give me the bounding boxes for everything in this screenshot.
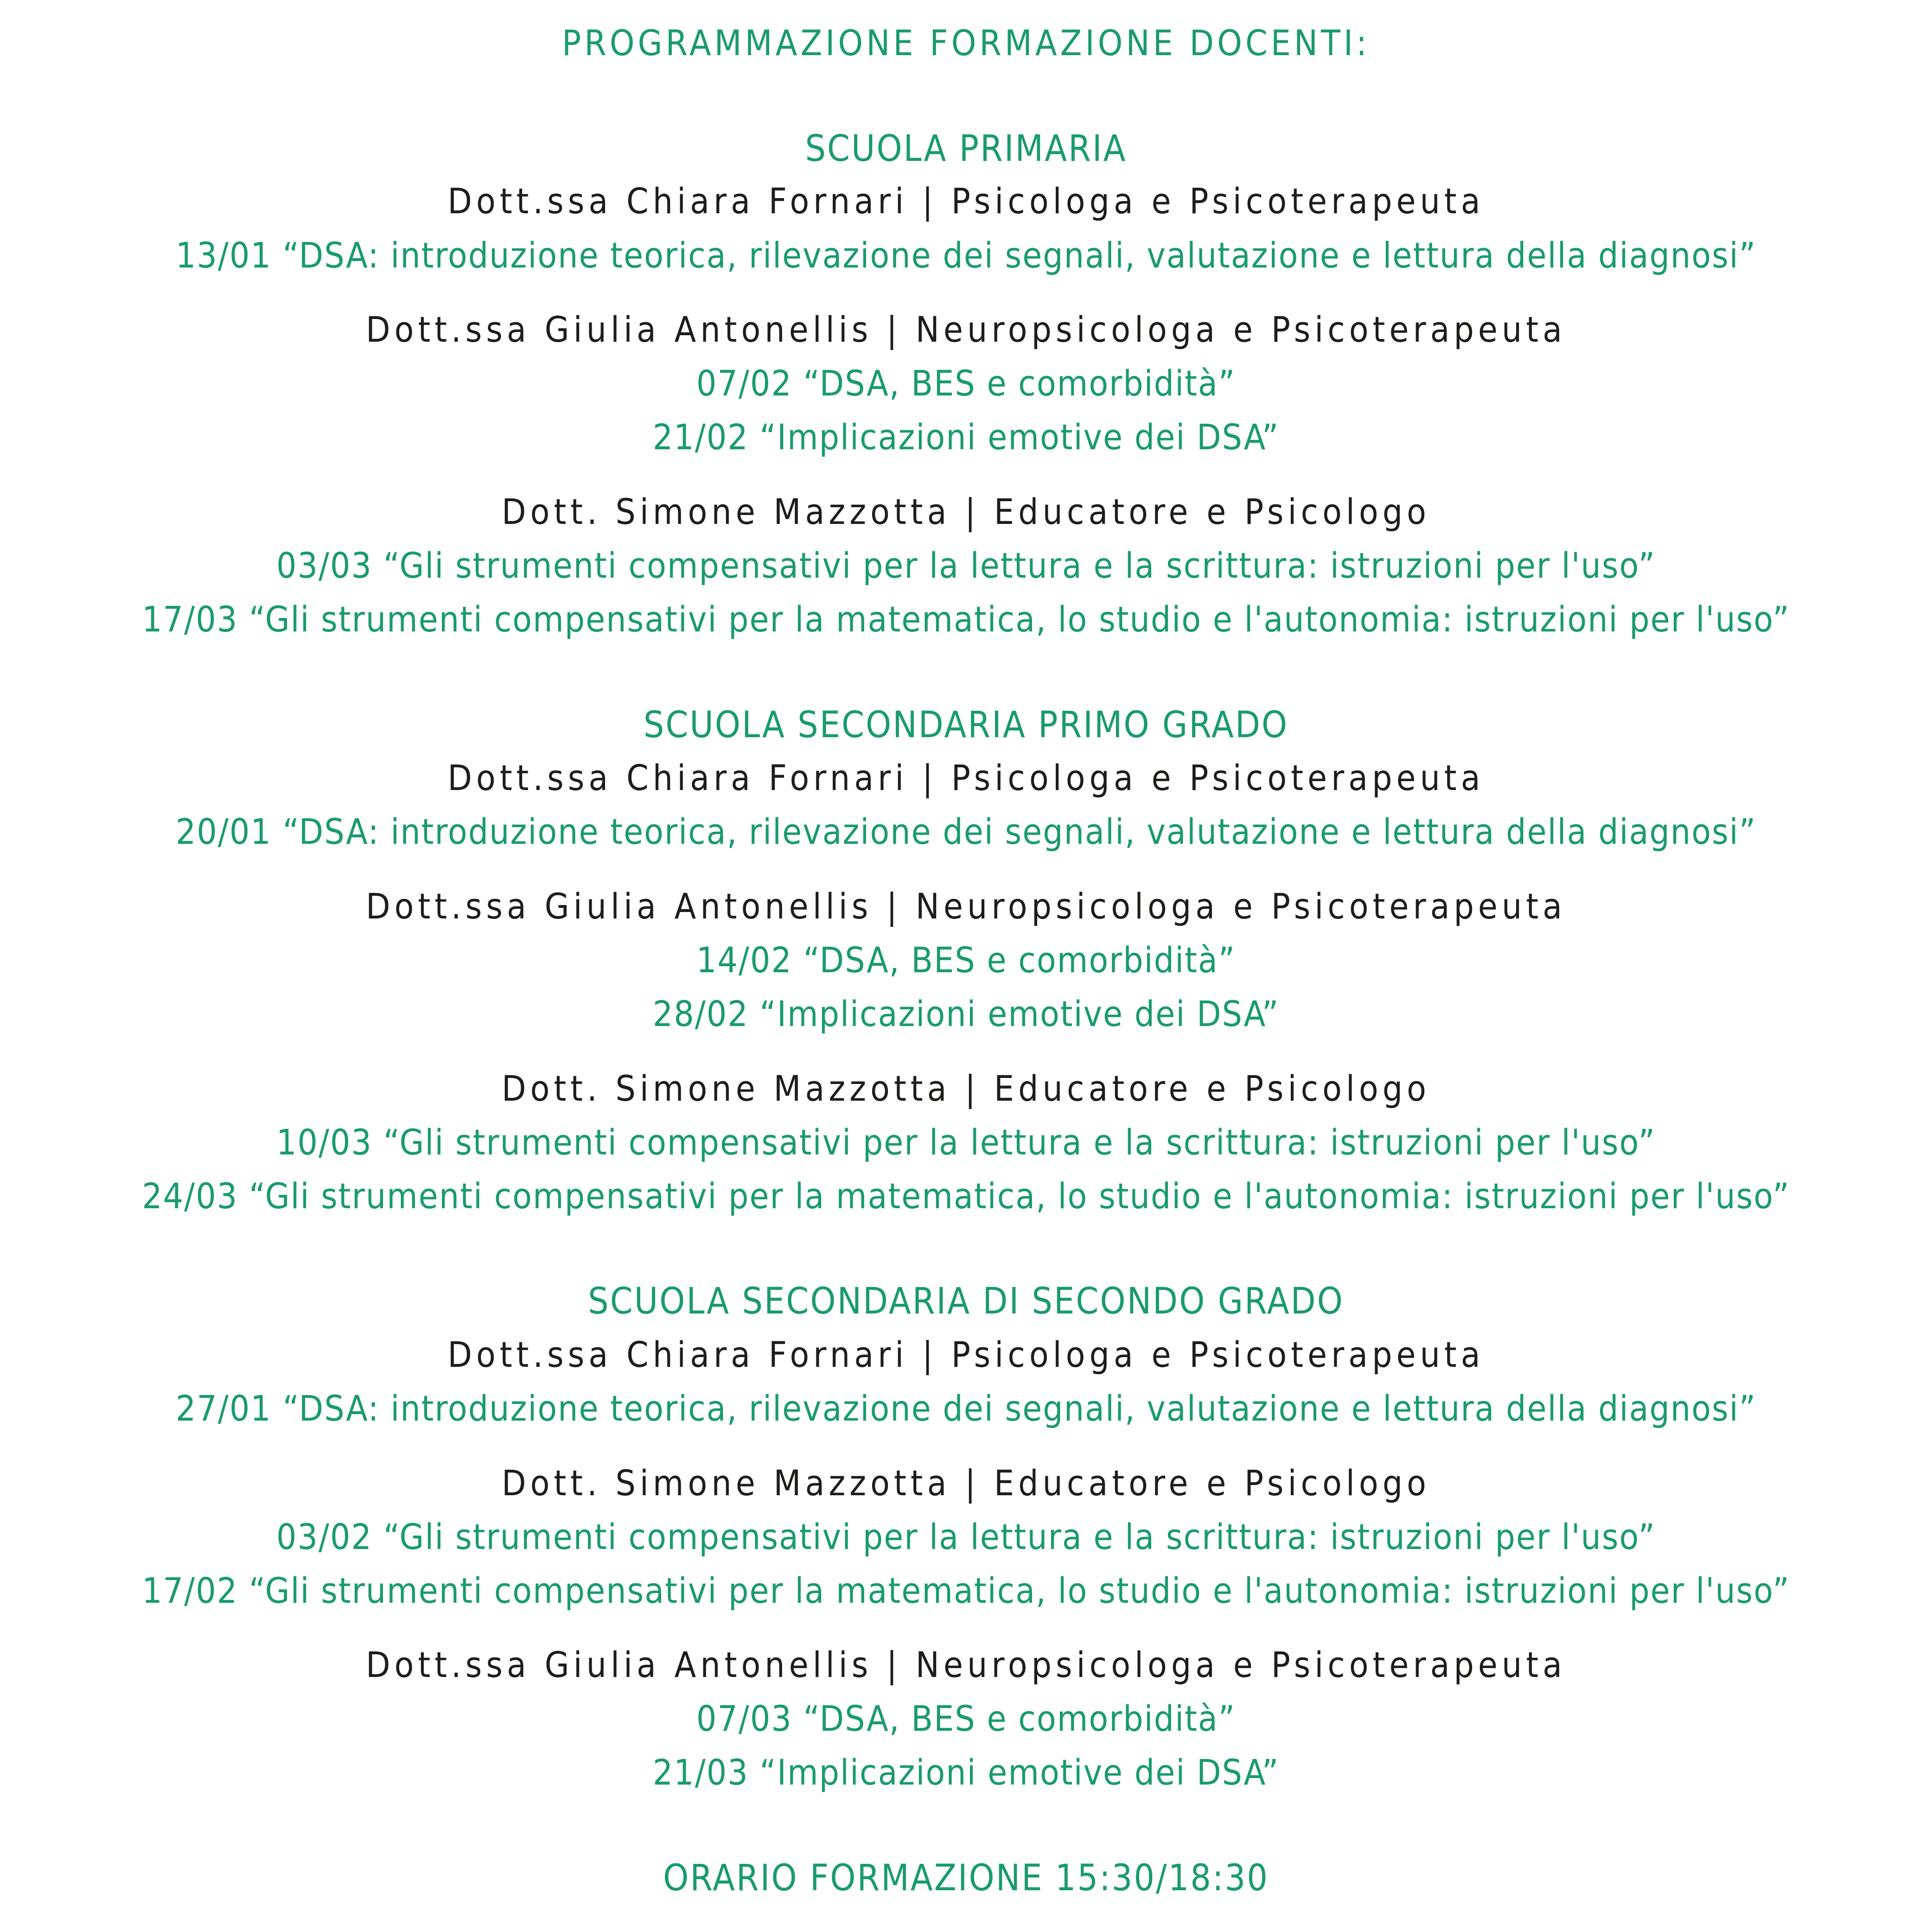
session-line: 20/01 “DSA: introduzione teorica, rilevazione dei segnali, valutazione e lettura della diagnosi” bbox=[175, 811, 1757, 852]
section-heading: SCUOLA PRIMARIA bbox=[805, 128, 1127, 170]
speaker-line: Dott.ssa Chiara Fornari | Psicologa e Psicoterapeuta bbox=[447, 1334, 1485, 1375]
session-line: 28/02 “Implicazioni emotive dei DSA” bbox=[652, 993, 1280, 1034]
session-line: 17/03 “Gli strumenti compensativi per la matematica, lo studio e l'autonomia: istruzioni per l'uso” bbox=[142, 599, 1790, 640]
session-line: 07/02 “DSA, BES e comorbidità” bbox=[696, 363, 1236, 404]
speaker-line: Dott. Simone Mazzotta | Educatore e Psicologo bbox=[502, 491, 1430, 532]
speaker-line: Dott.ssa Chiara Fornari | Psicologa e Psicoterapeuta bbox=[447, 180, 1485, 222]
speaker-line: Dott.ssa Giulia Antonellis | Neuropsicologa e Psicoterapeuta bbox=[365, 309, 1567, 350]
session-line: 07/03 “DSA, BES e comorbidità” bbox=[696, 1698, 1236, 1739]
page-title: PROGRAMMAZIONE FORMAZIONE DOCENTI: bbox=[561, 22, 1371, 64]
session-line: 03/03 “Gli strumenti compensativi per la lettura e la scrittura: istruzioni per l'uso” bbox=[276, 545, 1656, 586]
session-line: 14/02 “DSA, BES e comorbidità” bbox=[696, 939, 1236, 981]
speaker-line: Dott. Simone Mazzotta | Educatore e Psicologo bbox=[502, 1462, 1430, 1504]
speaker-line: Dott.ssa Giulia Antonellis | Neuropsicologa e Psicoterapeuta bbox=[365, 886, 1567, 927]
session-line: 10/03 “Gli strumenti compensativi per la lettura e la scrittura: istruzioni per l'uso” bbox=[276, 1122, 1656, 1163]
session-line: 27/01 “DSA: introduzione teorica, rilevazione dei segnali, valutazione e lettura della diagnosi” bbox=[175, 1388, 1757, 1429]
session-line: 21/03 “Implicazioni emotive dei DSA” bbox=[652, 1752, 1280, 1793]
session-line: 17/02 “Gli strumenti compensativi per la matematica, lo studio e l'autonomia: istruzioni per l'uso” bbox=[142, 1570, 1790, 1611]
section-heading: SCUOLA SECONDARIA DI SECONDO GRADO bbox=[588, 1281, 1344, 1322]
speaker-line: Dott.ssa Chiara Fornari | Psicologa e Psicoterapeuta bbox=[447, 757, 1485, 798]
section-heading: SCUOLA SECONDARIA PRIMO GRADO bbox=[643, 704, 1289, 746]
session-line: 13/01 “DSA: introduzione teorica, rilevazione dei segnali, valutazione e lettura della diagnosi” bbox=[175, 235, 1757, 276]
schedule-hours-footer: ORARIO FORMAZIONE 15:30/18:30 bbox=[663, 1857, 1269, 1899]
speaker-line: Dott.ssa Giulia Antonellis | Neuropsicologa e Psicoterapeuta bbox=[365, 1644, 1567, 1685]
session-line: 03/02 “Gli strumenti compensativi per la lettura e la scrittura: istruzioni per l'uso” bbox=[276, 1516, 1656, 1557]
speaker-line: Dott. Simone Mazzotta | Educatore e Psicologo bbox=[502, 1068, 1430, 1109]
session-line: 24/03 “Gli strumenti compensativi per la matematica, lo studio e l'autonomia: istruzioni per l'uso” bbox=[142, 1175, 1790, 1217]
session-line: 21/02 “Implicazioni emotive dei DSA” bbox=[652, 416, 1280, 458]
